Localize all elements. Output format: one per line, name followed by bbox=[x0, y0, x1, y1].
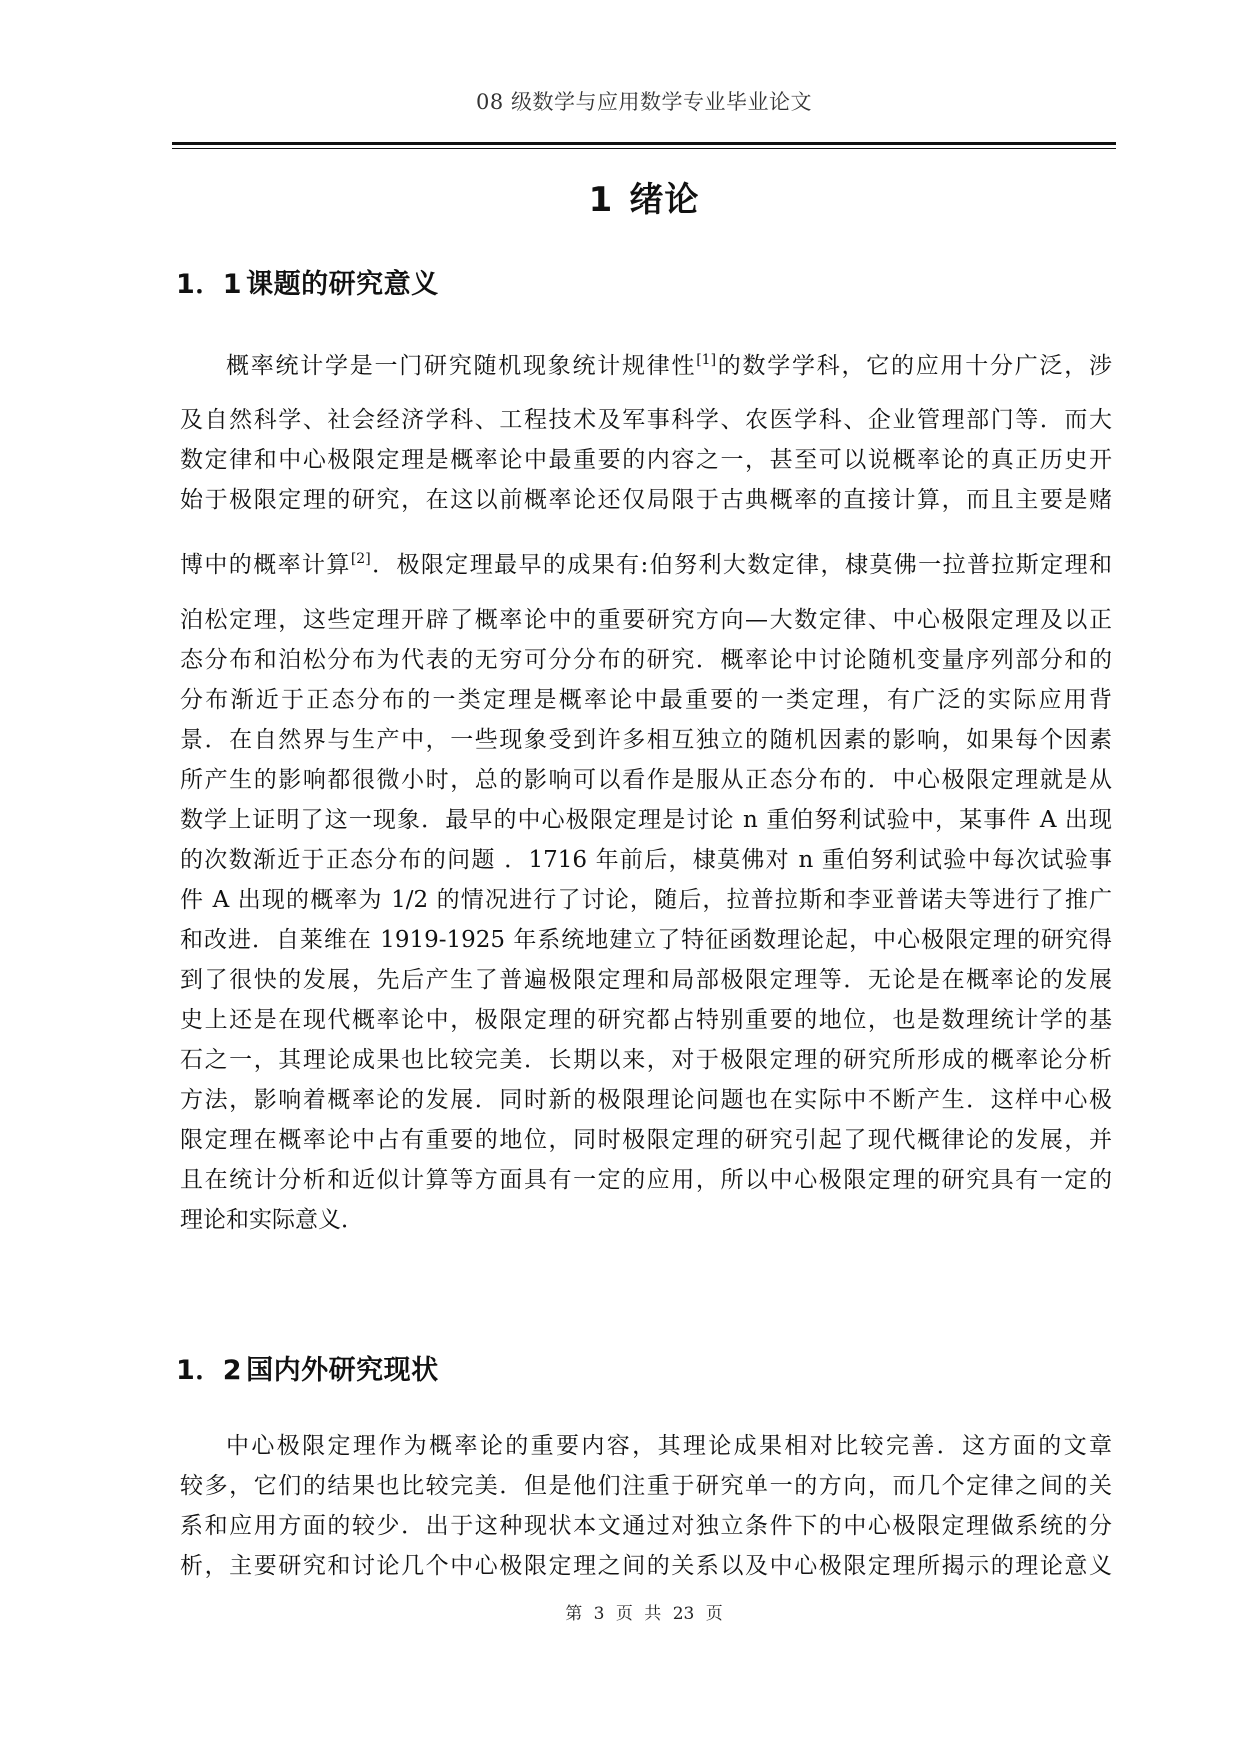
section-heading-1-1 bbox=[176, 262, 439, 301]
paragraph-line: 到了很快的发展，先后产生了普遍极限定理和局部极限定理等．无论是在概率论的发展 bbox=[180, 967, 1112, 993]
section-heading-1-2 bbox=[176, 1348, 439, 1387]
page-number-total: 23 bbox=[672, 1604, 695, 1624]
section-number: 1．2 bbox=[176, 1355, 243, 1386]
paragraph-line: 数学上证明了这一现象．最早的中心极限定理是讨论 n 重伯努利试验中，某事件 A 出现 bbox=[180, 807, 1112, 833]
chapter-title bbox=[172, 172, 1116, 221]
paragraph-line: 析，主要研究和讨论几个中心极限定理之间的关系以及中心极限定理所揭示的理论意义 bbox=[180, 1553, 1112, 1579]
page-number-current: 3 bbox=[593, 1604, 605, 1624]
paragraph-line: 景．在自然界与生产中，一些现象受到许多相互独立的随机因素的影响，如果每个因素 bbox=[180, 727, 1112, 753]
citation-superscript: [1] bbox=[696, 352, 717, 368]
paragraph-line: 件 A 出现的概率为 1/2 的情况进行了讨论，随后，拉普拉斯和李亚普诺夫等进行了推广 bbox=[180, 887, 1112, 913]
citation-superscript: [2] bbox=[350, 551, 371, 567]
page-footer bbox=[172, 1599, 1116, 1624]
paragraph-line: 石之一，其理论成果也比较完美．长期以来，对于极限定理的研究所形成的概率论分析 bbox=[180, 1047, 1112, 1073]
paragraph-line bbox=[180, 345, 1112, 381]
footer-mid: 页 共 bbox=[615, 1604, 662, 1624]
paragraph-line: 所产生的影响都很微小时，总的影响可以看作是服从正态分布的．中心极限定理就是从 bbox=[180, 767, 1112, 793]
chapter-title-text: 绪论 bbox=[629, 180, 700, 220]
paragraph-line: 方法，影响着概率论的发展．同时新的极限理论问题也在实际中不断产生．这样中心极 bbox=[180, 1087, 1112, 1113]
paragraph-line: 及自然科学、社会经济学科、工程技术及军事科学、农医学科、企业管理部门等．而大 bbox=[180, 407, 1112, 433]
paragraph-line: 的次数渐近于正态分布的问题 ．1716 年前后，棣莫佛对 n 重伯努利试验中每次试验事 bbox=[180, 847, 1112, 873]
paragraph-line bbox=[180, 544, 1112, 580]
paragraph-line: 泊松定理，这些定理开辟了概率论中的重要研究方向—大数定律、中心极限定理及以正 bbox=[180, 607, 1112, 633]
header-rule-thick bbox=[172, 142, 1116, 145]
line-text: 博中的概率计算 bbox=[180, 552, 351, 578]
header-rule-thin bbox=[172, 148, 1116, 149]
paragraph-line: 中心极限定理作为概率论的重要内容，其理论成果相对比较完善．这方面的文章 bbox=[226, 1433, 1112, 1459]
section-number: 1．1 bbox=[176, 269, 243, 300]
section-title: 国内外研究现状 bbox=[246, 1355, 439, 1386]
section-title: 课题的研究意义 bbox=[246, 269, 439, 300]
paragraph-line: 限定理在概率论中占有重要的地位，同时极限定理的研究引起了现代概律论的发展，并 bbox=[180, 1127, 1112, 1153]
footer-suffix: 页 bbox=[705, 1604, 723, 1624]
paragraph-line: 史上还是在现代概率论中，极限定理的研究都占特别重要的地位，也是数理统计学的基 bbox=[180, 1007, 1112, 1033]
chapter-number: 1 bbox=[588, 180, 614, 220]
running-header: 08 级数学与应用数学专业毕业论文 bbox=[476, 90, 812, 114]
paragraph-line: 始于极限定理的研究，在这以前概率论还仅局限于古典概率的直接计算，而且主要是赌 bbox=[180, 487, 1112, 513]
paragraph-line: 较多，它们的结果也比较完美．但是他们注重于研究单一的方向，而几个定律之间的关 bbox=[180, 1473, 1112, 1499]
paragraph-line: 系和应用方面的较少．出于这种现状本文通过对独立条件下的中心极限定理做系统的分 bbox=[180, 1513, 1112, 1539]
paragraph-line: 理论和实际意义． bbox=[180, 1207, 364, 1233]
paragraph-line: 和改进．自莱维在 1919-1925 年系统地建立了特征函数理论起，中心极限定理的研究得 bbox=[180, 927, 1112, 953]
line-text: 概率统计学是一门研究随机现象统计规律性 bbox=[226, 353, 697, 379]
line-text: 的数学学科，它的应用十分广泛，涉 bbox=[716, 353, 1113, 379]
paragraph-line: 态分布和泊松分布为代表的无穷可分分布的研究．概率论中讨论随机变量序列部分和的 bbox=[180, 647, 1112, 673]
footer-prefix: 第 bbox=[565, 1604, 583, 1624]
paragraph-line: 数定律和中心极限定理是概率论中最重要的内容之一，甚至可以说概率论的真正历史开 bbox=[180, 447, 1112, 473]
paragraph-line: 分布渐近于正态分布的一类定理是概率论中最重要的一类定理，有广泛的实际应用背 bbox=[180, 687, 1112, 713]
line-text: ．极限定理最早的成果有:伯努利大数定律，棣莫佛一拉普拉斯定理和 bbox=[370, 552, 1113, 578]
paragraph-line: 且在统计分析和近似计算等方面具有一定的应用，所以中心极限定理的研究具有一定的 bbox=[180, 1167, 1112, 1193]
